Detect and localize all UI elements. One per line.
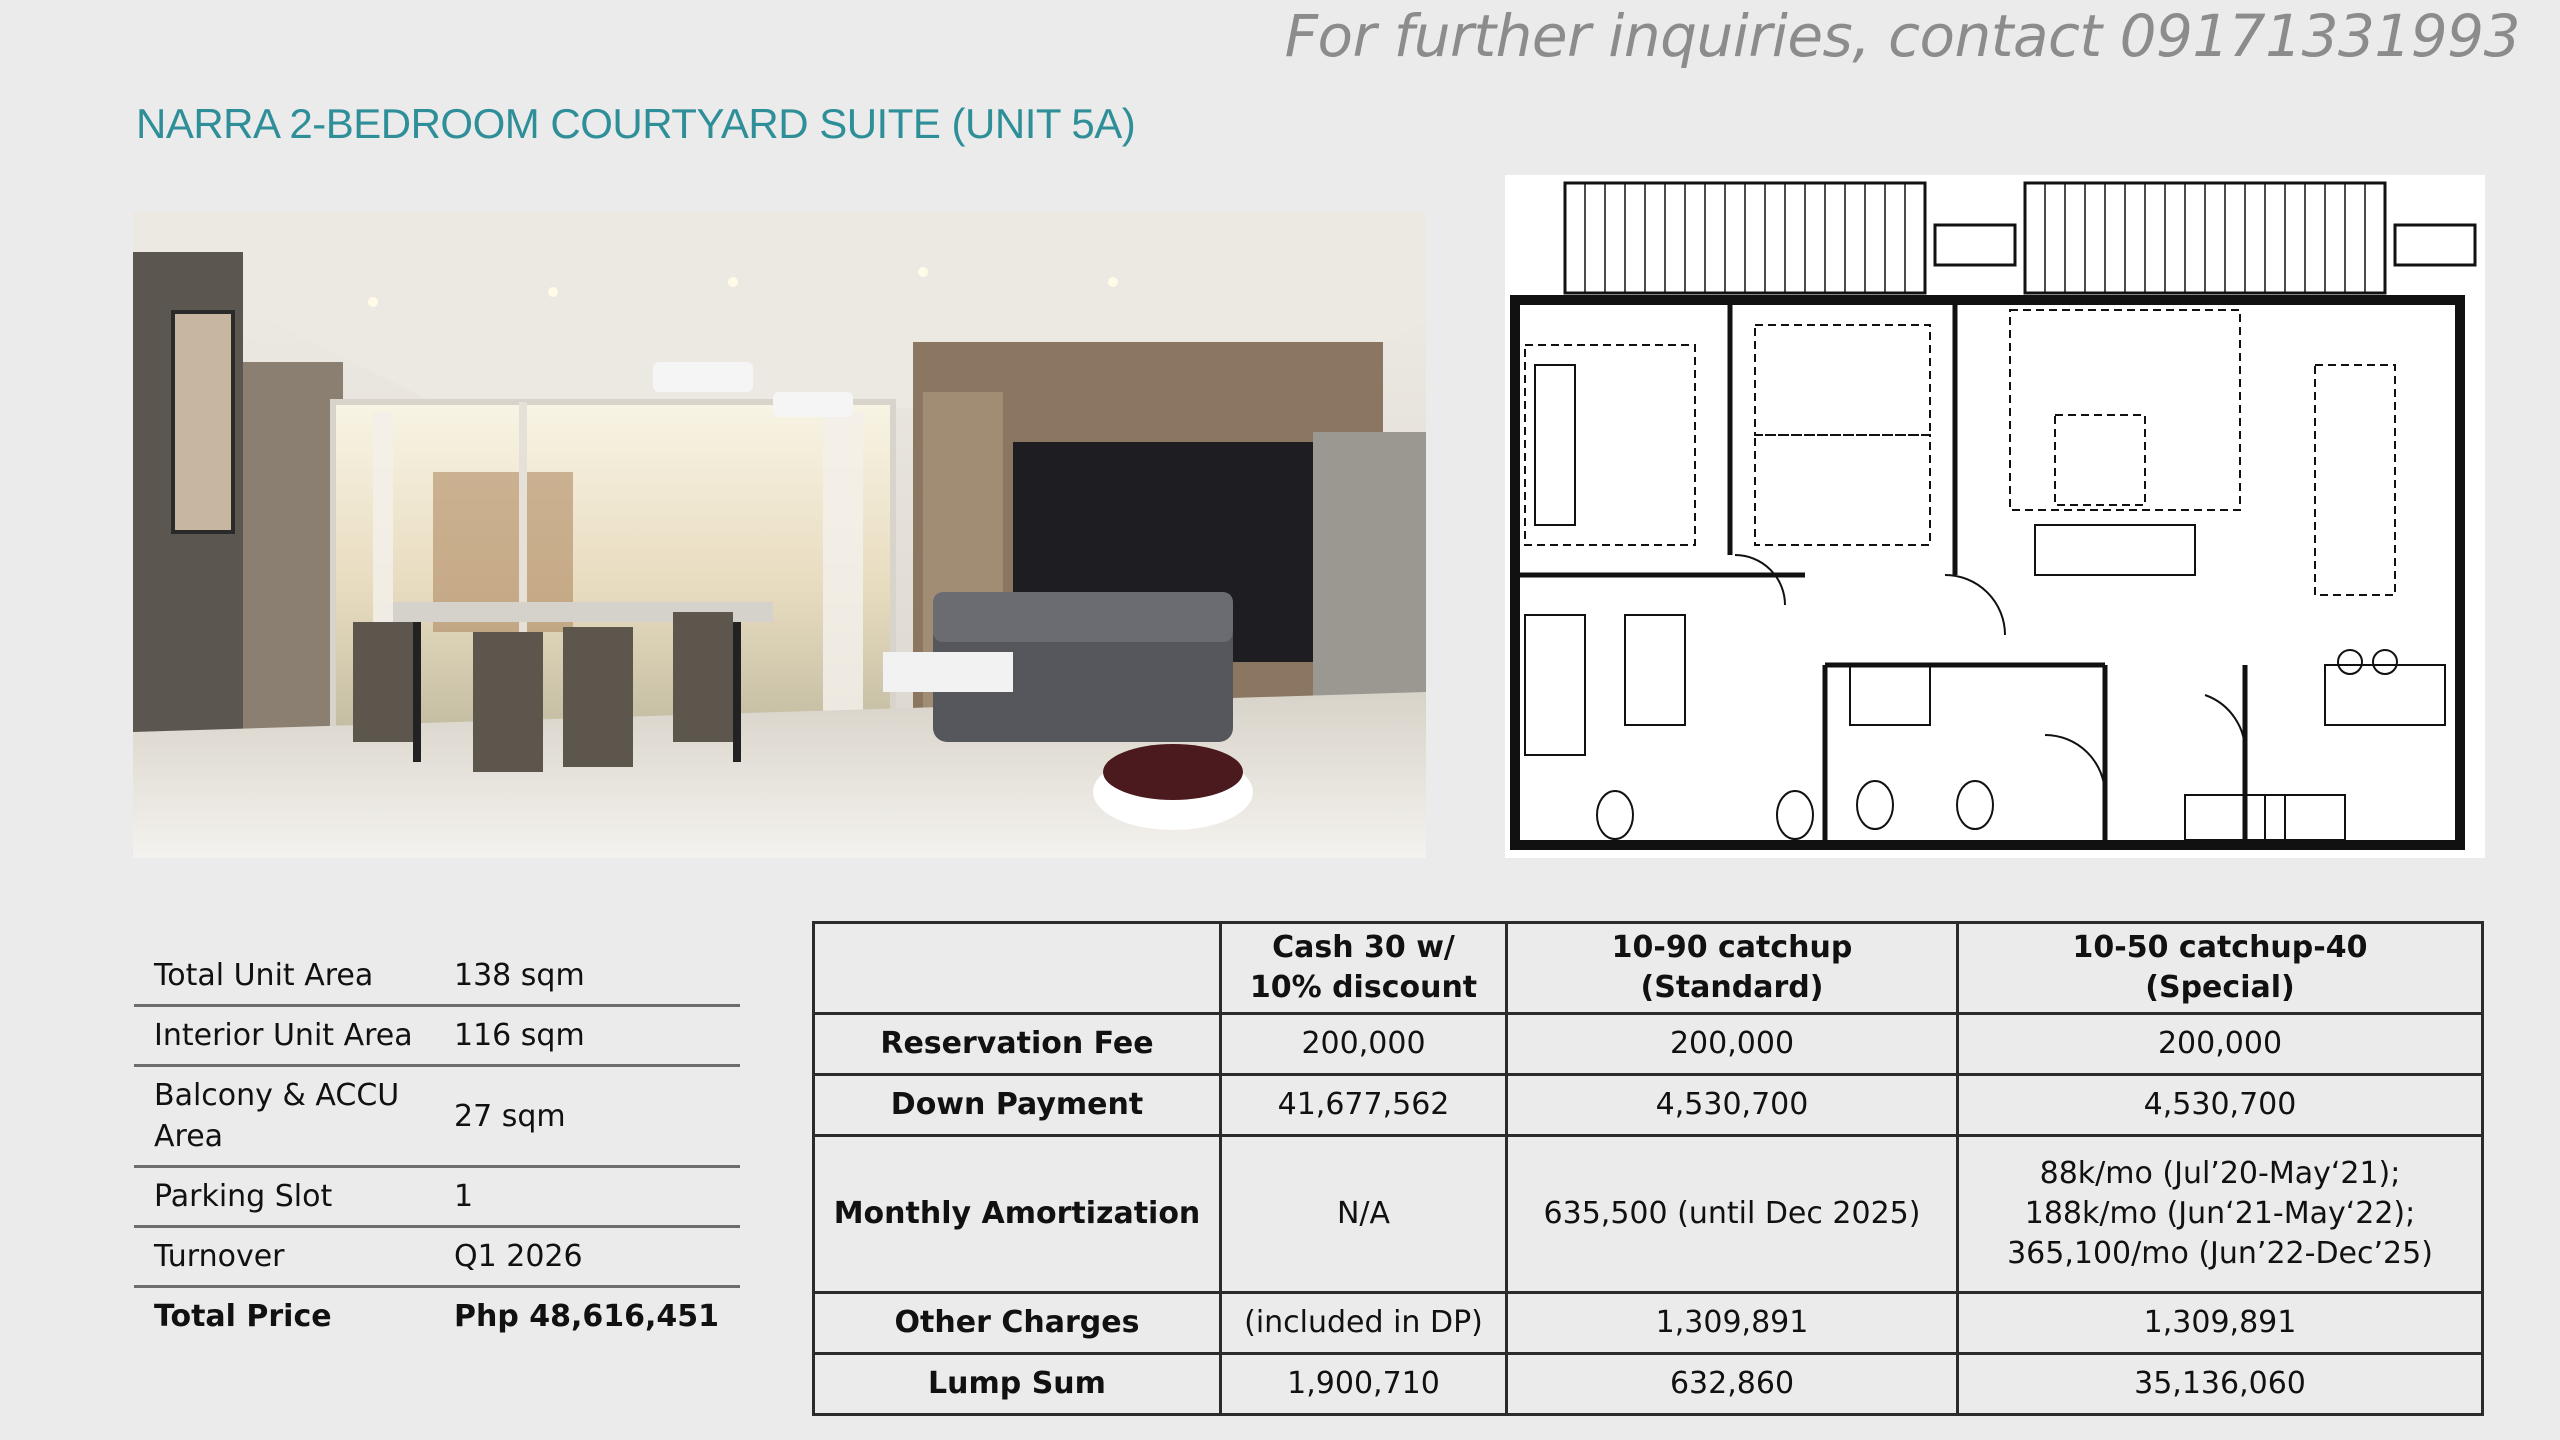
spec-label: Total Price [154,1299,332,1334]
row-label: Reservation Fee [814,1014,1221,1075]
cell-value: N/A [1221,1136,1507,1293]
table-row [814,1292,2483,1353]
spec-label: Turnover [134,1227,434,1287]
spec-label: Total Unit Area [134,947,434,1006]
page-title: NARRA 2-BEDROOM COURTYARD SUITE (UNIT 5A) [136,100,1136,147]
table-row [814,1136,2483,1293]
spec-row [134,1167,740,1227]
header-10-50: 10-50 catchup-40 (Special) [1958,923,2483,1014]
table-row [814,1014,2483,1075]
header-cash: Cash 30 w/ 10% discount [1221,923,1507,1014]
cell-value: 1,309,891 [1958,1292,2483,1353]
spec-row [134,1006,740,1066]
floor-plan [1505,175,2485,858]
spec-value: 138 sqm [434,947,740,1006]
payment-terms-table [812,921,2484,1416]
cell-value: 635,500 (until Dec 2025) [1507,1136,1958,1293]
cell-value: 4,530,700 [1507,1075,1958,1136]
cell-value: (included in DP) [1221,1292,1507,1353]
spec-row [134,947,740,1006]
spec-value: Php 48,616,451 [454,1299,720,1334]
payment-header-row [814,923,2483,1014]
unit-specs-table [134,947,740,1345]
header-empty-cell [814,923,1221,1014]
contact-line: For further inquiries, contact 09171331993 [1284,2,2520,70]
spec-label: Interior Unit Area [134,1006,434,1066]
cell-value: 200,000 [1507,1014,1958,1075]
cell-value: 41,677,562 [1221,1075,1507,1136]
cell-value-special: 88k/mo (Jul’20-May‘21); 188k/mo (Jun‘21-May‘22); 365,100/mo (Jun’22-Dec’25) [1958,1136,2483,1293]
row-label: Monthly Amortization [814,1136,1221,1293]
cell-value: 1,309,891 [1507,1292,1958,1353]
spec-label: Balcony & ACCU Area [134,1066,434,1167]
cell-value: 4,530,700 [1958,1075,2483,1136]
cell-value: 35,136,060 [1958,1353,2483,1414]
row-label: Lump Sum [814,1353,1221,1414]
cell-value: 1,900,710 [1221,1353,1507,1414]
cell-value: 632,860 [1507,1353,1958,1414]
row-label: Other Charges [814,1292,1221,1353]
header-10-90: 10-90 catchup (Standard) [1507,923,1958,1014]
spec-row [134,1227,740,1287]
cell-value: 200,000 [1221,1014,1507,1075]
spec-value: 27 sqm [434,1066,740,1167]
spec-row [134,1287,740,1346]
spec-label: Parking Slot [134,1167,434,1227]
cell-value: 200,000 [1958,1014,2483,1075]
spec-value: 1 [434,1167,740,1227]
spec-value: Q1 2026 [434,1227,740,1287]
table-row [814,1353,2483,1414]
spec-value: 116 sqm [434,1006,740,1066]
row-label: Down Payment [814,1075,1221,1136]
table-row [814,1075,2483,1136]
interior-photo [133,212,1426,858]
spec-row [134,1066,740,1167]
